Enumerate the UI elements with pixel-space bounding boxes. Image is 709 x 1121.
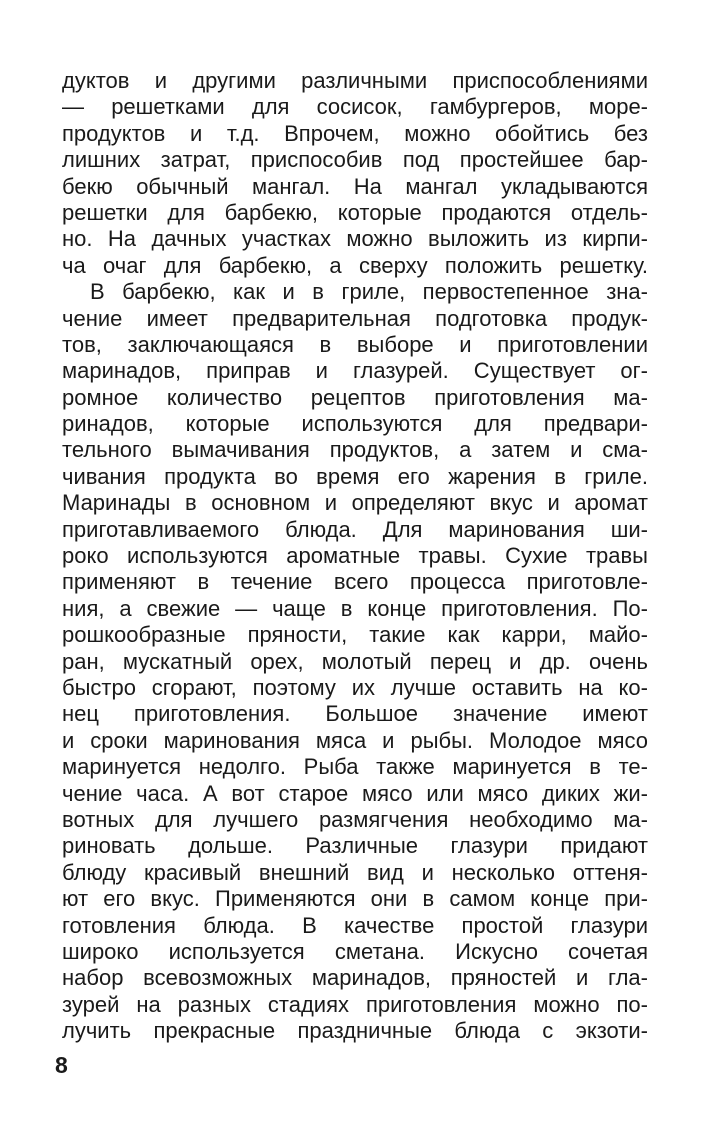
- text-line: лишних затрат, приспособив под простейшее бар-: [62, 147, 648, 173]
- text-line: готовления блюда. В качестве простой глазури: [62, 912, 648, 938]
- text-line: широко используется сметана. Искусно сочетая: [62, 938, 648, 964]
- paragraph-1: [62, 68, 648, 279]
- text-line: роко используются ароматные травы. Сухие травы: [62, 543, 648, 569]
- page-number: 8: [55, 1052, 68, 1078]
- text-line: быстро сгорают, поэтому их лучше оставить на ко-: [62, 674, 648, 700]
- text-line: зурей на разных стадиях приготовления можно по-: [62, 991, 648, 1017]
- text-line: лучить прекрасные праздничные блюда с экзоти-: [62, 1018, 648, 1044]
- text-line: ют его вкус. Применяются они в самом конце при-: [62, 886, 648, 912]
- text-line: ния, а свежие — чаще в конце приготовления. По-: [62, 595, 648, 621]
- text-line: применяют в течение всего процесса приготовле-: [62, 569, 648, 595]
- text-line: — решетками для сосисок, гамбургеров, море-: [62, 94, 648, 120]
- text-line: блюду красивый внешний вид и несколько оттеня-: [62, 859, 648, 885]
- text-line: вотных для лучшего размягчения необходимо ма-: [62, 806, 648, 832]
- text-line: но. На дачных участках можно выложить из кирпи-: [62, 226, 648, 252]
- paragraph-2: [62, 279, 648, 1044]
- text-line: решетки для барбекю, которые продаются отдель-: [62, 199, 648, 225]
- text-line: ча очаг для барбекю, а сверху положить решетку.: [62, 252, 648, 278]
- text-line: тельного вымачивания продуктов, а затем и сма-: [62, 437, 648, 463]
- text-line: нец приготовления. Большое значение имеют: [62, 701, 648, 727]
- text-line: ромное количество рецептов приготовления ма-: [62, 384, 648, 410]
- text-line: маринуется недолго. Рыба также маринуется в те-: [62, 754, 648, 780]
- text-line: чение имеет предварительная подготовка продук-: [62, 305, 648, 331]
- text-line: маринадов, приправ и глазурей. Существует ог-: [62, 358, 648, 384]
- text-line: тов, заключающаяся в выборе и приготовлении: [62, 331, 648, 357]
- text-line: бекю обычный мангал. На мангал укладываются: [62, 173, 648, 199]
- text-line: чение часа. А вот старое мясо или мясо диких жи-: [62, 780, 648, 806]
- text-line: риновать дольше. Различные глазури придают: [62, 833, 648, 859]
- text-line: дуктов и другими различными приспособлениями: [62, 68, 648, 93]
- text-line: чивания продукта во время его жарения в гриле.: [62, 463, 648, 489]
- text-line: ран, мускатный орех, молотый перец и др. очень: [62, 648, 648, 674]
- text-line: Маринады в основном и определяют вкус и аромат: [62, 490, 648, 516]
- text-line: В барбекю, как и в гриле, первостепенное зна-: [90, 279, 648, 305]
- text-line: продуктов и т.д. Впрочем, можно обойтись без: [62, 120, 648, 146]
- text-line: и сроки маринования мяса и рыбы. Молодое мясо: [62, 727, 648, 753]
- text-line: рошкообразные пряности, такие как карри, майо-: [62, 622, 648, 648]
- body-text: [62, 68, 648, 1044]
- text-line: набор всевозможных маринадов, пряностей и гла-: [62, 965, 648, 991]
- text-line: приготавливаемого блюда. Для маринования ши-: [62, 516, 648, 542]
- text-line: ринадов, которые используются для предвари-: [62, 411, 648, 437]
